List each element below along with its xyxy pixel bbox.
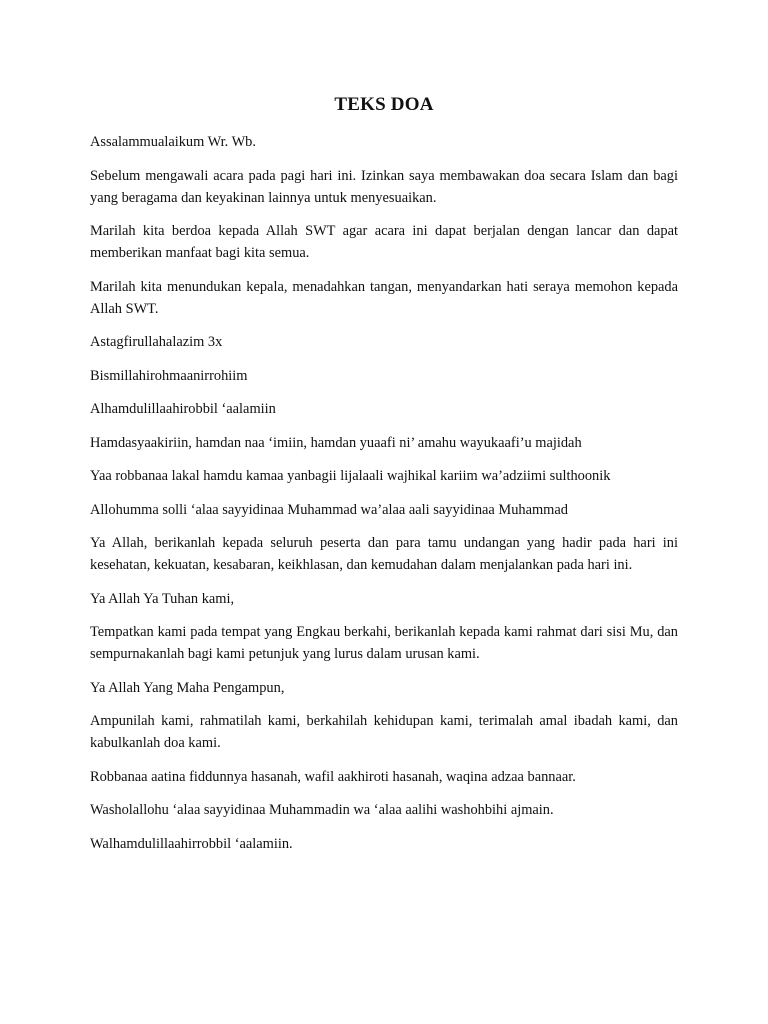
paragraph-invitation: Marilah kita berdoa kepada Allah SWT agar acara ini dapat berjalan dengan lancar dan dapat memberikan manfaat bagi kita semua. — [90, 223, 678, 261]
paragraph-address-forgiving: Ya Allah Yang Maha Pengampun, — [90, 679, 285, 696]
paragraph-greeting: Assalammualaikum Wr. Wb. — [90, 134, 256, 150]
paragraph-prayer-participants: Ya Allah, berikanlah kepada seluruh peserta dan para tamu undangan yang hadir pada hari ini kesehatan, kekuatan, kesabaran, keikhlasan, dan kemudahan dalam menjalankan pada hari ini. — [90, 535, 678, 573]
document-title: TEKS DOA — [334, 94, 434, 115]
paragraph-closing-salawat: Washolallohu ‘alaa sayyidinaa Muhammadin wa ‘alaa aalihi washohbihi ajmain. — [90, 802, 554, 818]
paragraph-address-lord: Ya Allah Ya Tuhan kami, — [90, 590, 235, 607]
paragraph-istighfar: Astagfirullahalazim 3x — [90, 334, 223, 350]
paragraph-closing-hamdalah: Walhamdulillaahirrobbil ‘aalamiin. — [90, 835, 293, 852]
paragraph-prayer-forgiveness: Ampunilah kami, rahmatilah kami, berkahilah kehidupan kami, terimalah amal ibadah kami, dan kabulkanlah doa kami. — [90, 713, 678, 751]
paragraph-instruction: Marilah kita menundukan kepala, menadahkan tangan, menyandarkan hati seraya memohon kepada Allah SWT. — [90, 278, 678, 317]
paragraph-praise-2: Yaa robbanaa lakal hamdu kamaa yanbagii lijalaali wajhikal kariim wa’adziimi sulthoonik — [90, 468, 611, 484]
paragraph-praise-1: Hamdasyaakiriin, hamdan naa ‘imiin, hamdan yuaafi ni’ amahu wayukaafi’u majidah — [90, 434, 582, 451]
paragraph-prayer-blessing: Tempatkan kami pada tempat yang Engkau berkahi, berikanlah kepada kami rahmat dari sisi Mu, dan sempurnakanlah bagi kami petunjuk yang lurus dalam urusan kami. — [90, 624, 678, 662]
paragraph-robbana: Robbanaa aatina fiddunnya hasanah, wafil aakhiroti hasanah, waqina adzaa bannaar. — [90, 768, 576, 785]
paragraph-hamdalah: Alhamdulillaahirobbil ‘aalamiin — [90, 401, 276, 417]
paragraph-basmalah: Bismillahirohmaanirrohiim — [90, 367, 248, 384]
paragraph-opening: Sebelum mengawali acara pada pagi hari ini. Izinkan saya membawakan doa secara Islam dan bagi yang beragama dan keyakinan lainnya untuk menyesuaikan. — [90, 167, 678, 206]
paragraph-salawat: Allohumma solli ‘alaa sayyidinaa Muhammad wa’alaa aali sayyidinaa Muhammad — [90, 501, 568, 518]
